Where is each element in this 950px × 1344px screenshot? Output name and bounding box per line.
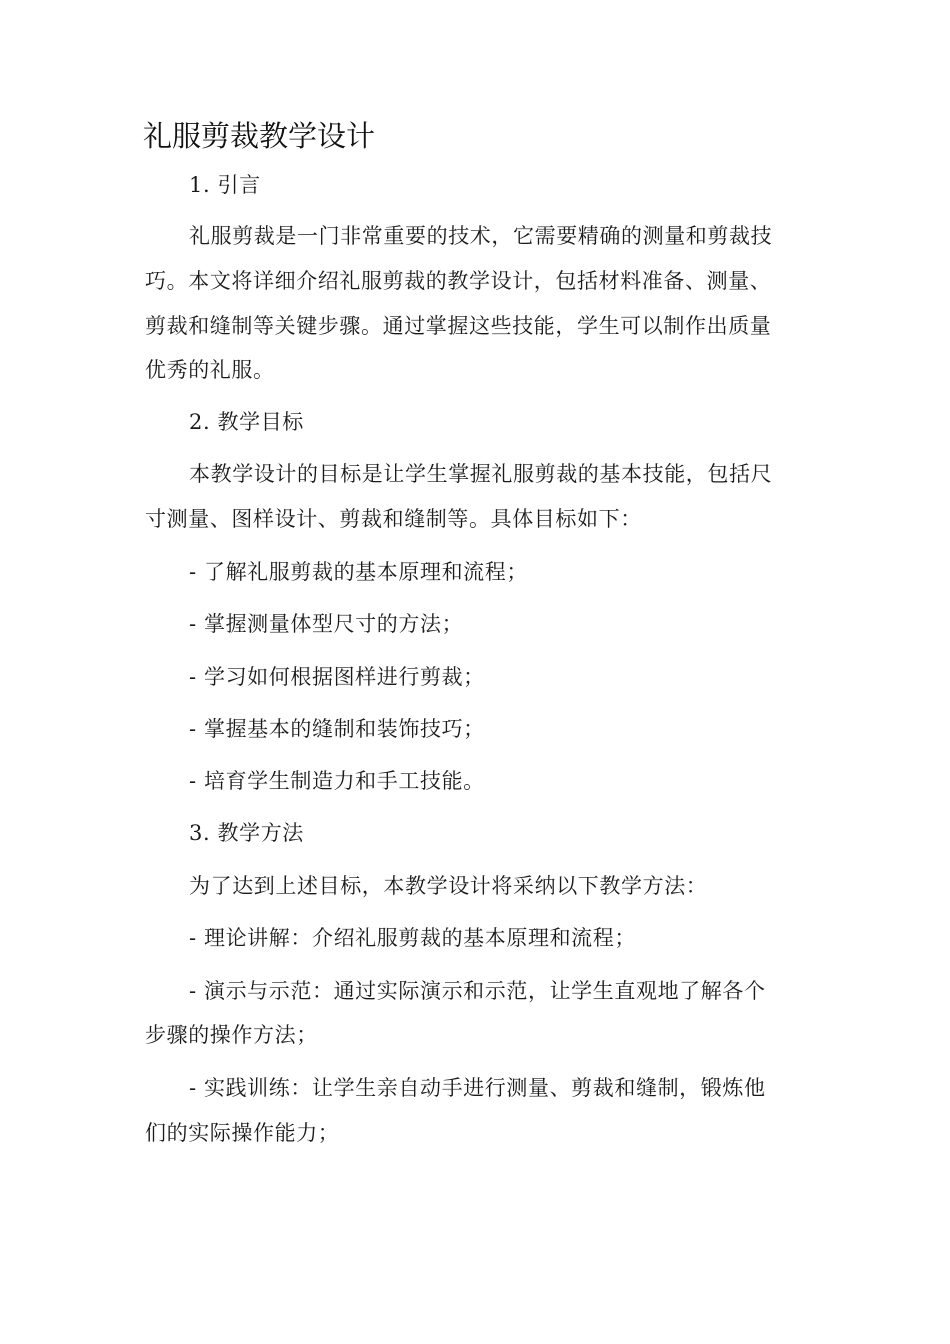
- paragraph-line: 剪裁和缝制等关键步骤。通过掌握这些技能，学生可以制作出质量: [145, 314, 772, 338]
- paragraph-line: 优秀的礼服。: [145, 358, 275, 382]
- list-item: - 实践训练：让学生亲自动手进行测量、剪裁和缝制，锻炼他: [189, 1076, 766, 1100]
- list-item: - 理论讲解：介绍礼服剪裁的基本原理和流程；: [189, 926, 636, 950]
- list-item-continuation: 们的实际操作能力；: [145, 1121, 340, 1145]
- list-item-continuation: 步骤的操作方法；: [145, 1023, 318, 1047]
- list-item: - 了解礼服剪裁的基本原理和流程；: [189, 560, 528, 584]
- list-item: - 培育学生制造力和手工技能。: [189, 769, 485, 793]
- paragraph-line: 寸测量、图样设计、剪裁和缝制等。具体目标如下：: [145, 507, 642, 531]
- list-item: - 掌握基本的缝制和装饰技巧；: [189, 717, 485, 741]
- paragraph-line: 巧。本文将详细介绍礼服剪裁的教学设计，包括材料准备、测量、: [145, 269, 772, 293]
- section-heading-objectives: 2. 教学目标: [189, 410, 304, 434]
- section-heading-methods: 3. 教学方法: [189, 821, 304, 845]
- list-item: - 演示与示范：通过实际演示和示范，让学生直观地了解各个: [189, 979, 766, 1003]
- list-item: - 学习如何根据图样进行剪裁；: [189, 665, 485, 689]
- document-title: 礼服剪裁教学设计: [143, 119, 376, 153]
- list-item: - 掌握测量体型尺寸的方法；: [189, 612, 464, 636]
- section-heading-introduction: 1. 引言: [189, 173, 261, 197]
- paragraph-line: 礼服剪裁是一门非常重要的技术，它需要精确的测量和剪裁技: [189, 224, 773, 248]
- paragraph-line: 为了达到上述目标，本教学设计将采纳以下教学方法：: [189, 874, 708, 898]
- paragraph-line: 本教学设计的目标是让学生掌握礼服剪裁的基本技能，包括尺: [189, 462, 773, 486]
